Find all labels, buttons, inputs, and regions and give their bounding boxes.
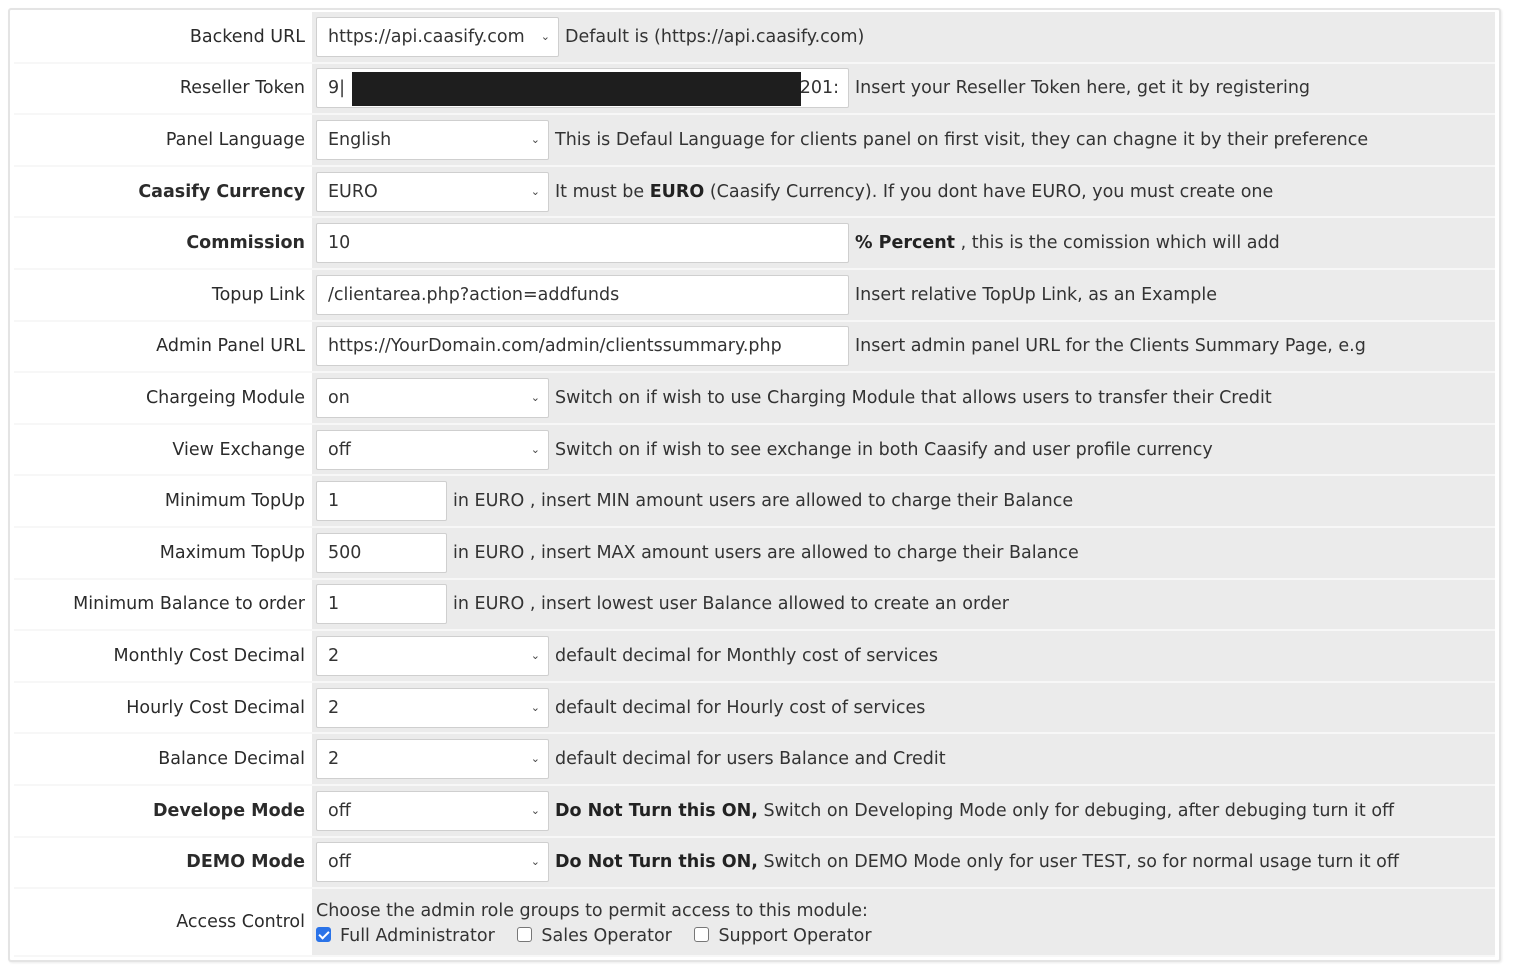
- commission-label: Commission: [14, 218, 312, 270]
- chevron-down-icon: ⌄: [530, 132, 540, 146]
- checkbox-unchecked-icon[interactable]: [694, 927, 709, 942]
- panel-language-select[interactable]: English ⌄: [316, 120, 549, 160]
- minimum-topup-description: in EURO , insert MIN amount users are allowed to charge their Balance: [453, 491, 1074, 512]
- module-config-panel: [8, 8, 1501, 962]
- admin-panel-url-label: Admin Panel URL: [14, 322, 312, 374]
- demo-mode-description: Do Not Turn this ON, Switch on DEMO Mode only for user TEST, so for normal usage turn it off: [555, 852, 1399, 873]
- monthly-cost-decimal-label: Monthly Cost Decimal: [14, 631, 312, 683]
- row-monthly-cost-decimal: [14, 631, 1495, 683]
- caasify-currency-description: It must be EURO (Caasify Currency). If you dont have EURO, you must create one: [555, 181, 1274, 202]
- chevron-down-icon: ⌄: [530, 803, 540, 817]
- minimum-balance-input[interactable]: 1: [316, 584, 447, 624]
- hourly-cost-decimal-description: default decimal for Hourly cost of services: [555, 697, 926, 718]
- balance-decimal-select[interactable]: 2 ⌄: [316, 739, 549, 779]
- backend-url-description: Default is (https://api.caasify.com): [565, 26, 865, 47]
- view-exchange-label: View Exchange: [14, 425, 312, 477]
- access-control-label: Access Control: [14, 889, 312, 957]
- chargeing-module-label: Chargeing Module: [14, 373, 312, 425]
- chargeing-module-select[interactable]: on ⌄: [316, 378, 549, 418]
- maximum-topup-input[interactable]: 500: [316, 533, 447, 573]
- admin-panel-url-description: Insert admin panel URL for the Clients Summary Page, e.g: [855, 336, 1366, 357]
- row-demo-mode: [14, 838, 1495, 890]
- backend-url-select[interactable]: https://api.caasify.com ⌄: [316, 17, 559, 57]
- row-topup-link: [14, 270, 1495, 322]
- row-minimum-topup: [14, 476, 1495, 528]
- maximum-topup-description: in EURO , insert MAX amount users are allowed to charge their Balance: [453, 542, 1079, 563]
- checkbox-checked-icon[interactable]: [316, 927, 331, 942]
- row-caasify-currency: [14, 167, 1495, 219]
- panel-language-description: This is Defaul Language for clients panel on first visit, they can chagne it by their preference: [555, 129, 1369, 150]
- row-chargeing-module: [14, 373, 1495, 425]
- minimum-topup-input[interactable]: 1: [316, 481, 447, 521]
- panel-language-label: Panel Language: [14, 115, 312, 167]
- token-redaction-bar: [352, 72, 801, 106]
- caasify-currency-label: Caasify Currency: [14, 167, 312, 219]
- topup-link-input[interactable]: /clientarea.php?action=addfunds: [316, 275, 849, 315]
- row-commission: [14, 218, 1495, 270]
- demo-mode-select[interactable]: off ⌄: [316, 842, 549, 882]
- monthly-cost-decimal-description: default decimal for Monthly cost of services: [555, 645, 939, 666]
- chevron-down-icon: ⌄: [530, 442, 540, 456]
- view-exchange-description: Switch on if wish to see exchange in both Caasify and user profile currency: [555, 439, 1213, 460]
- row-view-exchange: [14, 425, 1495, 477]
- chevron-down-icon: ⌄: [530, 700, 540, 714]
- row-reseller-token: [14, 64, 1495, 116]
- row-hourly-cost-decimal: [14, 683, 1495, 735]
- reseller-token-description: Insert your Reseller Token here, get it by registering: [855, 78, 1311, 99]
- row-minimum-balance: [14, 580, 1495, 632]
- topup-link-description: Insert relative TopUp Link, as an Example: [855, 284, 1218, 305]
- row-develope-mode: [14, 786, 1495, 838]
- maximum-topup-label: Maximum TopUp: [14, 528, 312, 580]
- row-maximum-topup: [14, 528, 1495, 580]
- checkbox-unchecked-icon[interactable]: [517, 927, 532, 942]
- row-access-control: [14, 889, 1495, 957]
- checkbox-sales-operator[interactable]: Sales Operator: [517, 926, 671, 946]
- minimum-balance-description: in EURO , insert lowest user Balance allowed to create an order: [453, 594, 1009, 615]
- develope-mode-select[interactable]: off ⌄: [316, 791, 549, 831]
- commission-input[interactable]: 10: [316, 223, 849, 263]
- settings-table: [14, 12, 1495, 957]
- balance-decimal-label: Balance Decimal: [14, 734, 312, 786]
- view-exchange-select[interactable]: off ⌄: [316, 430, 549, 470]
- access-control-title: Choose the admin role groups to permit access to this module:: [316, 900, 868, 921]
- chevron-down-icon: ⌄: [530, 855, 540, 869]
- access-control-options: [316, 926, 1495, 946]
- admin-panel-url-input[interactable]: https://YourDomain.com/admin/clientssummary.php: [316, 326, 849, 366]
- chevron-down-icon: ⌄: [540, 29, 550, 43]
- chevron-down-icon: ⌄: [530, 752, 540, 766]
- row-balance-decimal: [14, 734, 1495, 786]
- topup-link-label: Topup Link: [14, 270, 312, 322]
- commission-description: % Percent , this is the comission which will add: [855, 233, 1280, 254]
- demo-mode-label: DEMO Mode: [14, 838, 312, 890]
- minimum-balance-label: Minimum Balance to order: [14, 580, 312, 632]
- row-panel-language: [14, 115, 1495, 167]
- chargeing-module-description: Switch on if wish to use Charging Module that allows users to transfer their Credit: [555, 387, 1272, 408]
- hourly-cost-decimal-label: Hourly Cost Decimal: [14, 683, 312, 735]
- minimum-topup-label: Minimum TopUp: [14, 476, 312, 528]
- balance-decimal-description: default decimal for users Balance and Credit: [555, 749, 946, 770]
- develope-mode-description: Do Not Turn this ON, Switch on Developing Mode only for debuging, after debuging turn it off: [555, 800, 1395, 821]
- reseller-token-label: Reseller Token: [14, 64, 312, 116]
- row-backend-url: [14, 12, 1495, 64]
- reseller-token-input[interactable]: 9| 201:: [316, 68, 849, 108]
- row-admin-panel-url: [14, 322, 1495, 374]
- develope-mode-label: Develope Mode: [14, 786, 312, 838]
- checkbox-support-operator[interactable]: Support Operator: [694, 926, 871, 946]
- chevron-down-icon: ⌄: [530, 390, 540, 404]
- chevron-down-icon: ⌄: [530, 184, 540, 198]
- monthly-cost-decimal-select[interactable]: 2 ⌄: [316, 636, 549, 676]
- chevron-down-icon: ⌄: [530, 648, 540, 662]
- caasify-currency-select[interactable]: EURO ⌄: [316, 172, 549, 212]
- hourly-cost-decimal-select[interactable]: 2 ⌄: [316, 688, 549, 728]
- backend-url-label: Backend URL: [14, 12, 312, 64]
- checkbox-full-administrator[interactable]: Full Administrator: [316, 926, 495, 946]
